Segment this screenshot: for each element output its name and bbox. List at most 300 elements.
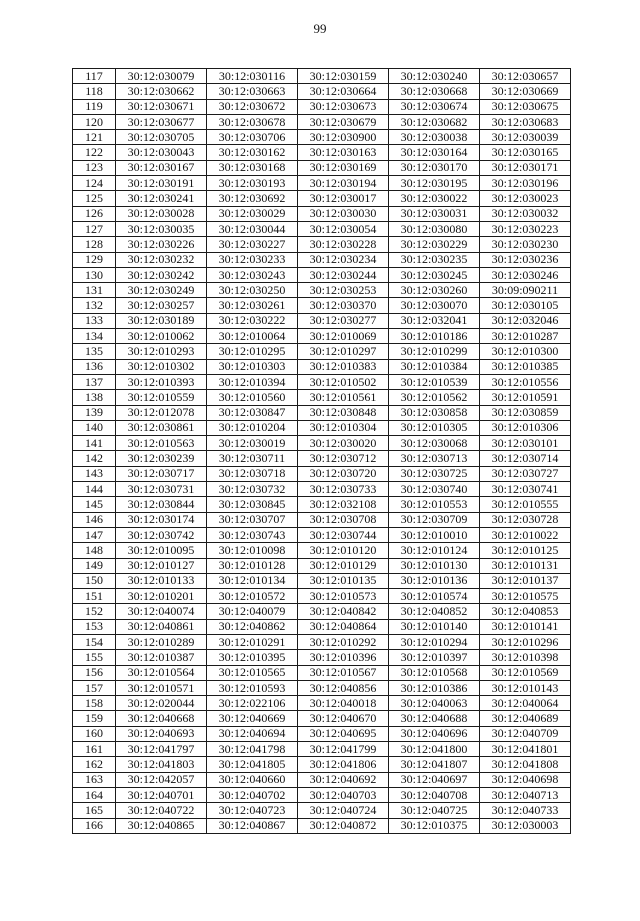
cadastral-number-cell: 30:12:030743 xyxy=(207,527,298,542)
row-number-cell: 164 xyxy=(73,787,116,802)
cadastral-number-cell: 30:12:030668 xyxy=(389,84,480,99)
cadastral-number-cell: 30:12:010303 xyxy=(207,359,298,374)
cadastral-number-cell: 30:12:030858 xyxy=(389,405,480,420)
table-row xyxy=(73,420,571,435)
cadastral-number-cell: 30:12:010010 xyxy=(389,527,480,542)
table-row xyxy=(73,99,571,114)
row-number-cell: 120 xyxy=(73,114,116,129)
cadastral-number-cell: 30:12:010287 xyxy=(480,329,571,344)
row-number-cell: 136 xyxy=(73,359,116,374)
cadastral-number-cell: 30:12:030003 xyxy=(480,818,571,833)
cadastral-number-cell: 30:12:042057 xyxy=(116,772,207,787)
table-row xyxy=(73,84,571,99)
cadastral-number-cell: 30:12:040668 xyxy=(116,711,207,726)
cadastral-number-cell: 30:12:040695 xyxy=(298,726,389,741)
cadastral-number-cell: 30:12:030239 xyxy=(116,451,207,466)
cadastral-number-cell: 30:12:010564 xyxy=(116,665,207,680)
cadastral-number-cell: 30:12:040703 xyxy=(298,787,389,802)
cadastral-number-cell: 30:12:030068 xyxy=(389,436,480,451)
row-number-cell: 162 xyxy=(73,757,116,772)
cadastral-number-cell: 30:12:041797 xyxy=(116,742,207,757)
cadastral-number-cell: 30:12:030070 xyxy=(389,298,480,313)
table-row xyxy=(73,206,571,221)
cadastral-number-cell: 30:12:030043 xyxy=(116,145,207,160)
cadastral-number-cell: 30:12:010562 xyxy=(389,390,480,405)
cadastral-number-cell: 30:12:010565 xyxy=(207,665,298,680)
cadastral-number-cell: 30:12:010383 xyxy=(298,359,389,374)
cadastral-number-cell: 30:12:030044 xyxy=(207,221,298,236)
table-row xyxy=(73,283,571,298)
table-row xyxy=(73,344,571,359)
row-number-cell: 147 xyxy=(73,527,116,542)
cadastral-number-cell: 30:12:030039 xyxy=(480,130,571,145)
table-row xyxy=(73,313,571,328)
cadastral-number-cell: 30:12:010559 xyxy=(116,390,207,405)
row-number-cell: 165 xyxy=(73,803,116,818)
table-row xyxy=(73,390,571,405)
cadastral-number-cell: 30:12:030164 xyxy=(389,145,480,160)
row-number-cell: 150 xyxy=(73,573,116,588)
cadastral-number-cell: 30:12:040694 xyxy=(207,726,298,741)
cadastral-number-cell: 30:12:010131 xyxy=(480,558,571,573)
row-number-cell: 141 xyxy=(73,436,116,451)
cadastral-number-cell: 30:12:040696 xyxy=(389,726,480,741)
cadastral-number-cell: 30:12:010129 xyxy=(298,558,389,573)
cadastral-number-cell: 30:12:030163 xyxy=(298,145,389,160)
cadastral-number-cell: 30:12:030038 xyxy=(389,130,480,145)
cadastral-number-cell: 30:12:040669 xyxy=(207,711,298,726)
cadastral-number-cell: 30:12:040660 xyxy=(207,772,298,787)
table-row xyxy=(73,787,571,802)
cadastral-number-cell: 30:12:010539 xyxy=(389,374,480,389)
table-row xyxy=(73,451,571,466)
cadastral-number-cell: 30:12:030019 xyxy=(207,436,298,451)
cadastral-number-cell: 30:12:030847 xyxy=(207,405,298,420)
page-number: 99 xyxy=(313,21,327,36)
table-row xyxy=(73,329,571,344)
cadastral-number-cell: 30:12:010572 xyxy=(207,589,298,604)
row-number-cell: 149 xyxy=(73,558,116,573)
cadastral-number-cell: 30:12:010386 xyxy=(389,680,480,695)
cadastral-number-cell: 30:12:030022 xyxy=(389,191,480,206)
cadastral-number-cell: 30:12:010568 xyxy=(389,665,480,680)
cadastral-number-cell: 30:12:010302 xyxy=(116,359,207,374)
row-number-cell: 148 xyxy=(73,543,116,558)
cadastral-number-cell: 30:12:030859 xyxy=(480,405,571,420)
cadastral-number-cell: 30:12:010137 xyxy=(480,573,571,588)
cadastral-number-cell: 30:12:010300 xyxy=(480,344,571,359)
row-number-cell: 139 xyxy=(73,405,116,420)
table-row xyxy=(73,191,571,206)
cadastral-number-cell: 30:12:030020 xyxy=(298,436,389,451)
cadastral-number-cell: 30:12:010292 xyxy=(298,634,389,649)
cadastral-number-cell: 30:12:040842 xyxy=(298,604,389,619)
table-row xyxy=(73,680,571,695)
cadastral-number-cell: 30:12:010394 xyxy=(207,374,298,389)
cadastral-number-cell: 30:12:030223 xyxy=(480,221,571,236)
cadastral-number-cell: 30:12:030707 xyxy=(207,512,298,527)
row-number-cell: 140 xyxy=(73,420,116,435)
cadastral-number-cell: 30:12:030195 xyxy=(389,176,480,191)
table-row xyxy=(73,374,571,389)
cadastral-number-cell: 30:12:030664 xyxy=(298,84,389,99)
cadastral-number-cell: 30:12:010141 xyxy=(480,619,571,634)
table-row xyxy=(73,634,571,649)
table-body xyxy=(73,69,571,834)
cadastral-number-cell: 30:12:010384 xyxy=(389,359,480,374)
table-row xyxy=(73,160,571,175)
cadastral-number-cell: 30:12:040064 xyxy=(480,696,571,711)
cadastral-number-cell: 30:12:010143 xyxy=(480,680,571,695)
table-row xyxy=(73,604,571,619)
cadastral-number-cell: 30:12:030232 xyxy=(116,252,207,267)
cadastral-number-cell: 30:12:030733 xyxy=(298,482,389,497)
cadastral-number-cell: 30:12:041807 xyxy=(389,757,480,772)
cadastral-number-cell: 30:12:010064 xyxy=(207,329,298,344)
cadastral-number-cell: 30:12:010299 xyxy=(389,344,480,359)
cadastral-number-cell: 30:12:010396 xyxy=(298,650,389,665)
cadastral-number-cell: 30:12:040670 xyxy=(298,711,389,726)
cadastral-number-cell: 30:12:010502 xyxy=(298,374,389,389)
cadastral-number-cell: 30:12:030708 xyxy=(298,512,389,527)
cadastral-number-cell: 30:12:040701 xyxy=(116,787,207,802)
cadastral-number-cell: 30:12:010398 xyxy=(480,650,571,665)
cadastral-number-cell: 30:12:040733 xyxy=(480,803,571,818)
cadastral-number-cell: 30:12:010293 xyxy=(116,344,207,359)
cadastral-number-cell: 30:12:030079 xyxy=(116,69,207,84)
cadastral-number-cell: 30:12:010125 xyxy=(480,543,571,558)
table-row xyxy=(73,237,571,252)
row-number-cell: 132 xyxy=(73,298,116,313)
cadastral-number-cell: 30:12:010297 xyxy=(298,344,389,359)
cadastral-number-cell: 30:12:010069 xyxy=(298,329,389,344)
cadastral-number-cell: 30:12:030101 xyxy=(480,436,571,451)
cadastral-number-cell: 30:12:040074 xyxy=(116,604,207,619)
row-number-cell: 123 xyxy=(73,160,116,175)
cadastral-number-cell: 30:12:041798 xyxy=(207,742,298,757)
table-row xyxy=(73,130,571,145)
cadastral-number-cell: 30:12:030234 xyxy=(298,252,389,267)
cadastral-number-cell: 30:12:030741 xyxy=(480,482,571,497)
cadastral-number-cell: 30:12:010563 xyxy=(116,436,207,451)
table-row xyxy=(73,742,571,757)
table-row xyxy=(73,589,571,604)
table-row xyxy=(73,818,571,833)
cadastral-number-cell: 30:12:030246 xyxy=(480,267,571,282)
cadastral-number-cell: 30:12:030261 xyxy=(207,298,298,313)
cadastral-number-cell: 30:12:040689 xyxy=(480,711,571,726)
table-row xyxy=(73,267,571,282)
cadastral-number-cell: 30:12:010555 xyxy=(480,497,571,512)
row-number-cell: 156 xyxy=(73,665,116,680)
cadastral-number-cell: 30:12:040692 xyxy=(298,772,389,787)
cadastral-number-cell: 30:12:030674 xyxy=(389,99,480,114)
cadastral-number-cell: 30:12:010393 xyxy=(116,374,207,389)
row-number-cell: 135 xyxy=(73,344,116,359)
cadastral-number-cell: 30:12:030191 xyxy=(116,176,207,191)
cadastral-number-cell: 30:12:032108 xyxy=(298,497,389,512)
cadastral-number-cell: 30:12:030253 xyxy=(298,283,389,298)
cadastral-number-cell: 30:12:040865 xyxy=(116,818,207,833)
cadastral-number-cell: 30:12:030718 xyxy=(207,466,298,481)
cadastral-number-cell: 30:12:030675 xyxy=(480,99,571,114)
cadastral-number-cell: 30:12:030725 xyxy=(389,466,480,481)
cadastral-number-cell: 30:12:010574 xyxy=(389,589,480,604)
cadastral-number-cell: 30:12:010593 xyxy=(207,680,298,695)
cadastral-number-cell: 30:12:041803 xyxy=(116,757,207,772)
cadastral-number-cell: 30:12:010140 xyxy=(389,619,480,634)
table-row xyxy=(73,650,571,665)
cadastral-number-cell: 30:12:040697 xyxy=(389,772,480,787)
cadastral-number-cell: 30:12:010095 xyxy=(116,543,207,558)
row-number-cell: 145 xyxy=(73,497,116,512)
cadastral-number-cell: 30:12:030717 xyxy=(116,466,207,481)
cadastral-number-cell: 30:12:030167 xyxy=(116,160,207,175)
cadastral-number-cell: 30:12:041805 xyxy=(207,757,298,772)
cadastral-number-cell: 30:12:041800 xyxy=(389,742,480,757)
table-row xyxy=(73,405,571,420)
cadastral-number-cell: 30:12:030054 xyxy=(298,221,389,236)
cadastral-number-cell: 30:12:030170 xyxy=(389,160,480,175)
cadastral-number-cell: 30:12:030678 xyxy=(207,114,298,129)
table-row xyxy=(73,619,571,634)
cadastral-number-cell: 30:12:030233 xyxy=(207,252,298,267)
cadastral-number-cell: 30:12:030662 xyxy=(116,84,207,99)
row-number-cell: 118 xyxy=(73,84,116,99)
cadastral-number-cell: 30:12:010128 xyxy=(207,558,298,573)
row-number-cell: 125 xyxy=(73,191,116,206)
row-number-cell: 146 xyxy=(73,512,116,527)
cadastral-number-cell: 30:12:040867 xyxy=(207,818,298,833)
cadastral-number-cell: 30:12:030105 xyxy=(480,298,571,313)
cadastral-number-cell: 30:12:030017 xyxy=(298,191,389,206)
cadastral-number-cell: 30:12:030692 xyxy=(207,191,298,206)
cadastral-number-cell: 30:12:041806 xyxy=(298,757,389,772)
table-row xyxy=(73,665,571,680)
cadastral-number-cell: 30:12:010569 xyxy=(480,665,571,680)
table-row xyxy=(73,176,571,191)
table-row xyxy=(73,359,571,374)
cadastral-number-cell: 30:12:010133 xyxy=(116,573,207,588)
cadastral-number-cell: 30:12:010204 xyxy=(207,420,298,435)
cadastral-number-cell: 30:12:030744 xyxy=(298,527,389,542)
table-row xyxy=(73,757,571,772)
cadastral-number-cell: 30:12:010296 xyxy=(480,634,571,649)
cadastral-number-cell: 30:12:032041 xyxy=(389,313,480,328)
cadastral-number-cell: 30:12:010305 xyxy=(389,420,480,435)
table-row xyxy=(73,145,571,160)
table-row xyxy=(73,482,571,497)
cadastral-number-cell: 30:12:010291 xyxy=(207,634,298,649)
row-number-cell: 134 xyxy=(73,329,116,344)
cadastral-number-cell: 30:12:030196 xyxy=(480,176,571,191)
row-number-cell: 131 xyxy=(73,283,116,298)
table-row xyxy=(73,221,571,236)
cadastral-number-cell: 30:12:010385 xyxy=(480,359,571,374)
row-number-cell: 152 xyxy=(73,604,116,619)
cadastral-number-cell: 30:12:030241 xyxy=(116,191,207,206)
cadastral-number-cell: 30:12:040724 xyxy=(298,803,389,818)
row-number-cell: 144 xyxy=(73,482,116,497)
cadastral-number-cell: 30:12:030162 xyxy=(207,145,298,160)
cadastral-number-cell: 30:12:010130 xyxy=(389,558,480,573)
cadastral-number-cell: 30:12:010387 xyxy=(116,650,207,665)
cadastral-number-cell: 30:12:030168 xyxy=(207,160,298,175)
cadastral-number-cell: 30:12:030023 xyxy=(480,191,571,206)
cadastral-number-cell: 30:12:012078 xyxy=(116,405,207,420)
cadastral-number-cell: 30:12:010553 xyxy=(389,497,480,512)
table-row xyxy=(73,711,571,726)
row-number-cell: 124 xyxy=(73,176,116,191)
cadastral-number-cell: 30:12:030277 xyxy=(298,313,389,328)
cadastral-number-cell: 30:12:010306 xyxy=(480,420,571,435)
cadastral-number-cell: 30:12:040723 xyxy=(207,803,298,818)
row-number-cell: 128 xyxy=(73,237,116,252)
cadastral-number-cell: 30:12:040702 xyxy=(207,787,298,802)
cadastral-number-cell: 30:12:030222 xyxy=(207,313,298,328)
cadastral-number-cell: 30:12:030230 xyxy=(480,237,571,252)
cadastral-number-cell: 30:12:030236 xyxy=(480,252,571,267)
cadastral-number-cell: 30:12:030669 xyxy=(480,84,571,99)
cadastral-number-cell: 30:12:040018 xyxy=(298,696,389,711)
cadastral-number-cell: 30:12:010591 xyxy=(480,390,571,405)
cadastral-number-cell: 30:12:030671 xyxy=(116,99,207,114)
cadastral-number-cell: 30:12:040853 xyxy=(480,604,571,619)
cadastral-number-cell: 30:12:030193 xyxy=(207,176,298,191)
cadastral-number-cell: 30:12:030673 xyxy=(298,99,389,114)
row-number-cell: 121 xyxy=(73,130,116,145)
cadastral-number-cell: 30:12:041799 xyxy=(298,742,389,757)
row-number-cell: 159 xyxy=(73,711,116,726)
cadastral-number-cell: 30:12:010022 xyxy=(480,527,571,542)
cadastral-number-cell: 30:12:030714 xyxy=(480,451,571,466)
table-row xyxy=(73,512,571,527)
cadastral-number-cell: 30:12:030169 xyxy=(298,160,389,175)
cadastral-number-cell: 30:12:010098 xyxy=(207,543,298,558)
cadastral-number-cell: 30:12:030029 xyxy=(207,206,298,221)
cadastral-number-cell: 30:12:040725 xyxy=(389,803,480,818)
cadastral-number-cell: 30:12:030245 xyxy=(389,267,480,282)
cadastral-number-cell: 30:12:030229 xyxy=(389,237,480,252)
cadastral-number-cell: 30:12:010573 xyxy=(298,589,389,604)
cadastral-number-cell: 30:12:030713 xyxy=(389,451,480,466)
cadastral-number-cell: 30:12:010561 xyxy=(298,390,389,405)
cadastral-number-cell: 30:12:020044 xyxy=(116,696,207,711)
cadastral-number-cell: 30:12:040698 xyxy=(480,772,571,787)
cadastral-number-cell: 30:12:030249 xyxy=(116,283,207,298)
row-number-cell: 119 xyxy=(73,99,116,114)
cadastral-number-cell: 30:12:040856 xyxy=(298,680,389,695)
cadastral-number-cell: 30:12:030159 xyxy=(298,69,389,84)
cadastral-number-cell: 30:12:030028 xyxy=(116,206,207,221)
cadastral-number-cell: 30:12:030240 xyxy=(389,69,480,84)
cadastral-number-cell: 30:12:030848 xyxy=(298,405,389,420)
cadastral-number-cell: 30:12:030727 xyxy=(480,466,571,481)
cadastral-number-cell: 30:12:010575 xyxy=(480,589,571,604)
cadastral-number-cell: 30:12:030682 xyxy=(389,114,480,129)
cadastral-number-cell: 30:12:030243 xyxy=(207,267,298,282)
cadastral-number-cell: 30:12:030260 xyxy=(389,283,480,298)
table-row xyxy=(73,696,571,711)
row-number-cell: 160 xyxy=(73,726,116,741)
cadastral-number-cell: 30:12:030709 xyxy=(389,512,480,527)
cadastral-number-cell: 30:12:030165 xyxy=(480,145,571,160)
cadastral-number-cell: 30:12:030677 xyxy=(116,114,207,129)
table-row xyxy=(73,114,571,129)
row-number-cell: 153 xyxy=(73,619,116,634)
cadastral-number-cell: 30:12:030845 xyxy=(207,497,298,512)
cadastral-number-cell: 30:12:040872 xyxy=(298,818,389,833)
row-number-cell: 137 xyxy=(73,374,116,389)
table-row xyxy=(73,772,571,787)
cadastral-number-cell: 30:12:041808 xyxy=(480,757,571,772)
cadastral-number-cell: 30:12:030080 xyxy=(389,221,480,236)
cadastral-number-cell: 30:12:032046 xyxy=(480,313,571,328)
table-row xyxy=(73,527,571,542)
cadastral-number-cell: 30:12:030705 xyxy=(116,130,207,145)
row-number-cell: 151 xyxy=(73,589,116,604)
table-row xyxy=(73,298,571,313)
cadastral-number-cell: 30:12:010556 xyxy=(480,374,571,389)
cadastral-number-cell: 30:12:030672 xyxy=(207,99,298,114)
cadastral-number-cell: 30:12:030679 xyxy=(298,114,389,129)
row-number-cell: 117 xyxy=(73,69,116,84)
cadastral-number-cell: 30:12:030035 xyxy=(116,221,207,236)
cadastral-number-cell: 30:12:030900 xyxy=(298,130,389,145)
cadastral-number-cell: 30:12:010062 xyxy=(116,329,207,344)
cadastral-number-cell: 30:12:030740 xyxy=(389,482,480,497)
row-number-cell: 133 xyxy=(73,313,116,328)
cadastral-number-cell: 30:12:010136 xyxy=(389,573,480,588)
cadastral-number-cell: 30:12:010289 xyxy=(116,634,207,649)
cadastral-number-cell: 30:12:010567 xyxy=(298,665,389,680)
row-number-cell: 154 xyxy=(73,634,116,649)
cadastral-number-cell: 30:12:030657 xyxy=(480,69,571,84)
cadastral-number-cell: 30:12:010124 xyxy=(389,543,480,558)
row-number-cell: 129 xyxy=(73,252,116,267)
cadastral-numbers-table xyxy=(72,68,571,834)
cadastral-number-cell: 30:12:030720 xyxy=(298,466,389,481)
cadastral-number-cell: 30:12:010134 xyxy=(207,573,298,588)
row-number-cell: 157 xyxy=(73,680,116,695)
cadastral-number-cell: 30:12:030732 xyxy=(207,482,298,497)
cadastral-number-cell: 30:12:030174 xyxy=(116,512,207,527)
cadastral-number-cell: 30:12:010571 xyxy=(116,680,207,695)
cadastral-number-cell: 30:12:030250 xyxy=(207,283,298,298)
cadastral-number-cell: 30:12:010560 xyxy=(207,390,298,405)
table-row xyxy=(73,543,571,558)
cadastral-number-cell: 30:12:040708 xyxy=(389,787,480,802)
cadastral-number-cell: 30:12:010120 xyxy=(298,543,389,558)
cadastral-number-cell: 30:12:030370 xyxy=(298,298,389,313)
cadastral-number-cell: 30:12:010375 xyxy=(389,818,480,833)
cadastral-number-cell: 30:12:010397 xyxy=(389,650,480,665)
row-number-cell: 142 xyxy=(73,451,116,466)
cadastral-number-cell: 30:12:040079 xyxy=(207,604,298,619)
row-number-cell: 126 xyxy=(73,206,116,221)
cadastral-number-cell: 30:12:030731 xyxy=(116,482,207,497)
cadastral-number-cell: 30:12:030683 xyxy=(480,114,571,129)
cadastral-number-cell: 30:12:040722 xyxy=(116,803,207,818)
cadastral-number-cell: 30:12:030257 xyxy=(116,298,207,313)
cadastral-number-cell: 30:12:030712 xyxy=(298,451,389,466)
row-number-cell: 122 xyxy=(73,145,116,160)
cadastral-number-cell: 30:12:030227 xyxy=(207,237,298,252)
cadastral-number-cell: 30:12:030728 xyxy=(480,512,571,527)
cadastral-number-cell: 30:12:030706 xyxy=(207,130,298,145)
cadastral-number-cell: 30:12:030861 xyxy=(116,420,207,435)
cadastral-number-cell: 30:12:030663 xyxy=(207,84,298,99)
